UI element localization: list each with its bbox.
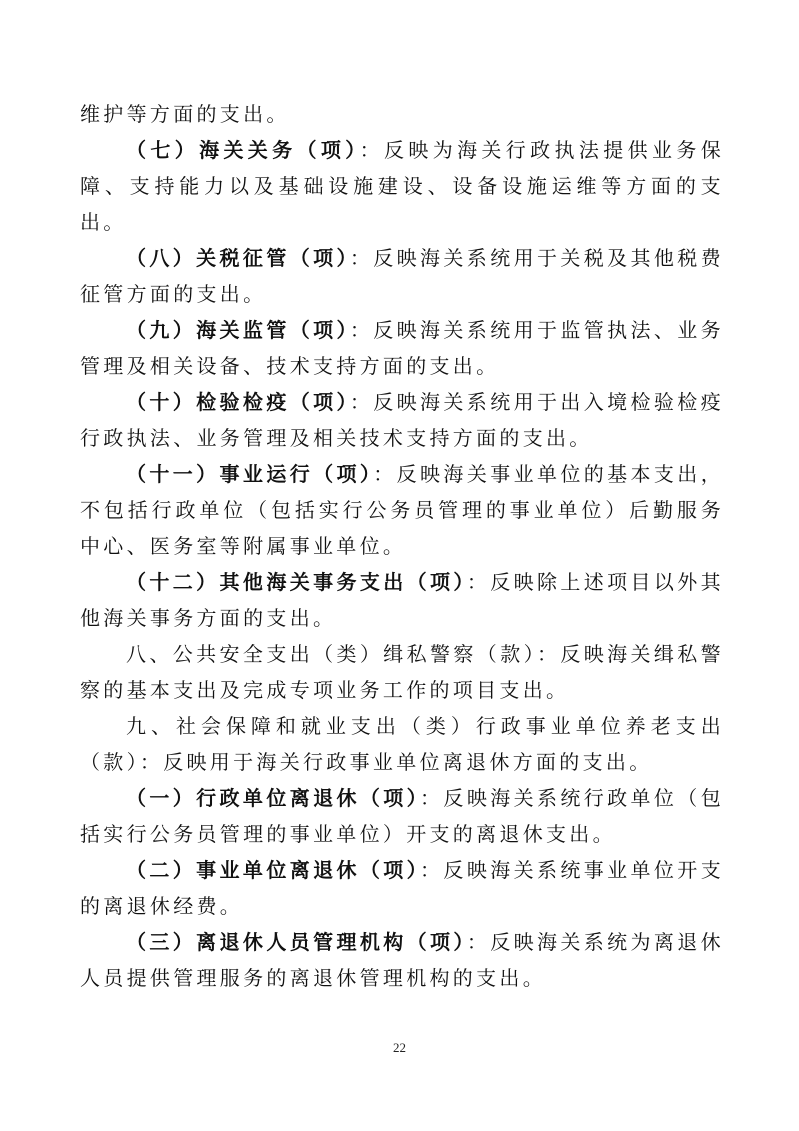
page-number: 22 — [393, 1040, 406, 1055]
paragraph-body: ：反映海关系统用于出入境检验检疫行政执法、业务管理及相关技术支持方面的支出。 — [80, 390, 724, 450]
paragraph-heading: （十）检验检疫（项） — [126, 390, 350, 414]
paragraph-body: ：反映为海关行政执法提供业务保障、支持能力以及基础设施建设、设备设施运维等方面的支出。 — [80, 138, 724, 234]
paragraph-section-9 — [80, 708, 724, 780]
paragraph-heading: （三）离退休人员管理机构（项） — [126, 930, 467, 954]
paragraph-body: ：反映海关系统用于监管执法、业务管理及相关设备、技术支持方面的支出。 — [80, 318, 724, 378]
paragraph-body: ：反映海关系统为离退休人员提供管理服务的离退休管理机构的支出。 — [80, 930, 724, 990]
paragraph-heading: （十一）事业运行（项） — [126, 462, 374, 486]
paragraph-heading: （十二）其他海关事务支出（项） — [126, 570, 467, 594]
paragraph-body: 维护等方面的支出。 — [80, 102, 290, 126]
paragraph-section-8 — [80, 636, 724, 708]
paragraph-heading: （一）行政单位离退休（项） — [126, 786, 421, 810]
paragraph-subitem-1 — [80, 780, 724, 852]
paragraph-subitem-3 — [80, 924, 724, 996]
paragraph-item-9 — [80, 312, 724, 384]
paragraph-body: ：反映海关事业单位的基本支出，不包括行政单位（包括实行公务员管理的事业单位）后勤服务中心、医务室等附属事业单位。 — [80, 462, 724, 558]
paragraph-body: ：反映海关系统行政单位（包括实行公务员管理的事业单位）开支的离退休支出。 — [80, 786, 724, 846]
paragraph-body: ：反映海关系统用于关税及其他税费征管方面的支出。 — [80, 246, 724, 306]
document-body — [80, 96, 724, 996]
paragraph-item-12 — [80, 564, 724, 636]
paragraph-heading: （二）事业单位离退休（项） — [126, 858, 421, 882]
paragraph-continuation — [80, 96, 724, 132]
paragraph-body: ：反映海关系统事业单位开支的离退休经费。 — [80, 858, 724, 918]
paragraph-body: ：反映除上述项目以外其他海关事务方面的支出。 — [80, 570, 724, 630]
paragraph-heading: （九）海关监管（项） — [126, 318, 350, 342]
paragraph-subitem-2 — [80, 852, 724, 924]
paragraph-body: 九、社会保障和就业支出（类）行政事业单位养老支出（款）：反映用于海关行政事业单位离退休方面的支出。 — [80, 714, 724, 774]
paragraph-item-11 — [80, 456, 724, 564]
paragraph-heading: （八）关税征管（项） — [126, 246, 350, 270]
paragraph-item-7 — [80, 132, 724, 240]
paragraph-body: 八、公共安全支出（类）缉私警察（款）：反映海关缉私警察的基本支出及完成专项业务工作的项目支出。 — [80, 642, 724, 702]
paragraph-heading: （七）海关关务（项） — [126, 138, 360, 162]
paragraph-item-10 — [80, 384, 724, 456]
paragraph-item-8 — [80, 240, 724, 312]
